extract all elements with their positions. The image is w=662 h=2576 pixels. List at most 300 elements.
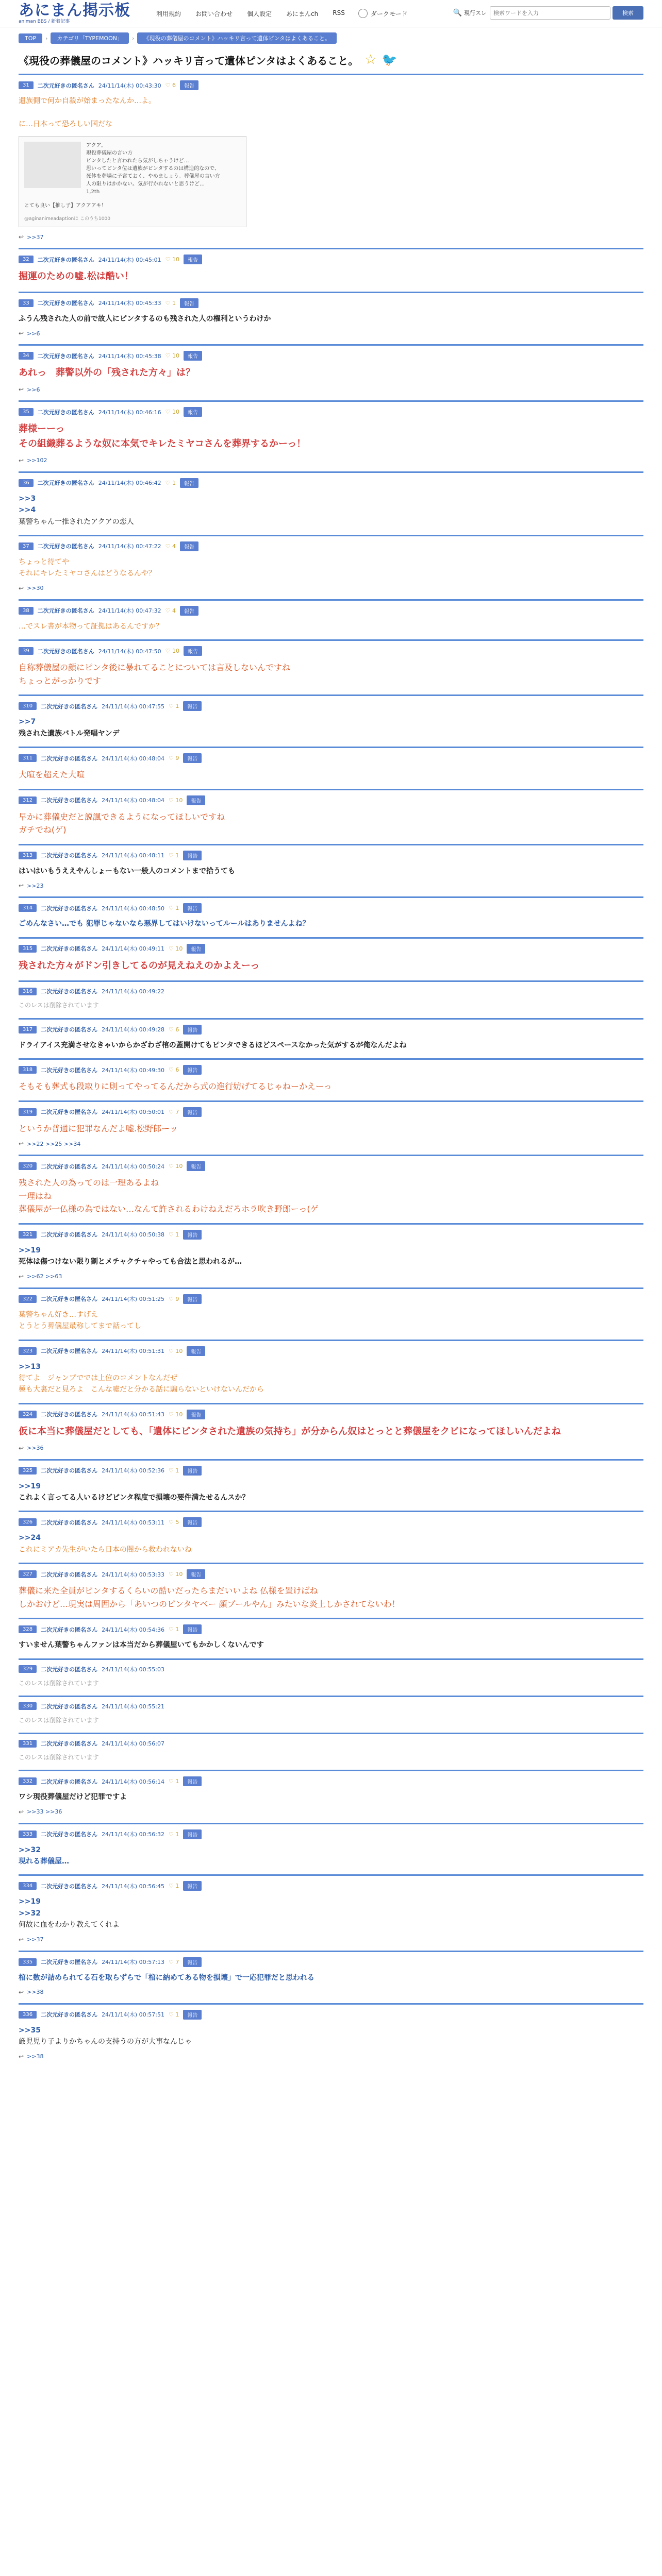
post-body [19,1844,643,1868]
post-line: ドライアイス充満させなきゃいからかざわざ棺の蓋開けてもピンタできるほどスペースなかった気がするが俺なんだよね [19,1041,407,1049]
post-item [19,1058,643,1100]
embed-line: 死体を葬場に子宮ておく、やめましょう。葬儀屋の言い方 [86,174,220,180]
like-button[interactable] [169,1778,179,1785]
like-button[interactable] [169,2011,179,2018]
report-button[interactable]: 報告 [187,1410,205,1419]
post-number[interactable]: 317 [19,1026,37,1033]
post-date: 24/11/14(木) 00:56:14 [102,1778,164,1785]
like-button[interactable] [169,1626,179,1633]
post-header [19,541,643,551]
post-number[interactable]: 330 [19,1702,37,1710]
post-line: 葉警ちゃん一推されたアクアの恋人 [19,517,134,526]
post-header [19,646,643,656]
report-button[interactable]: 報告 [180,298,198,308]
post-item [19,1100,643,1155]
reply-icon: ↩ [19,386,24,394]
post-body [19,1001,643,1010]
post-anchor-link[interactable]: >>3 [19,494,36,503]
post-body [19,1532,643,1555]
post-number[interactable]: 333 [19,1831,37,1838]
report-button[interactable]: 報告 [183,1517,202,1527]
post-number[interactable]: 32 [19,256,34,263]
poster-name: 二次元好きの匿名さん [41,703,98,710]
post-number[interactable]: 318 [19,1066,37,1074]
post-item [19,1874,643,1950]
post-body [19,1896,643,1930]
reply-icon: ↩ [19,330,24,337]
reply-link[interactable]: >>37 [27,1936,44,1943]
post-line: 葉警ちゃん好き…すげえ [19,1310,98,1319]
report-button[interactable]: 報告 [183,903,202,913]
heart-icon: ♡ [165,352,172,360]
post-item [19,896,643,937]
dark-mode-toggle[interactable] [358,9,408,18]
post-body [19,1481,643,1504]
post-number[interactable]: 325 [19,1467,37,1475]
post-line: そもそも葬式も段取りに則ってやってるんだから式の進行妨げてるじゃねーかえーっ [19,1081,332,1091]
post-item [19,1823,643,1875]
like-button[interactable] [169,1231,179,1238]
like-button[interactable] [166,300,176,307]
embed-line: ピンタしたと言われたら気がしちゃうけど… [86,158,189,164]
report-button[interactable]: 報告 [183,1065,202,1075]
heart-icon: ♡ [168,1163,176,1170]
heart-icon: ♡ [168,1626,176,1633]
post-number[interactable]: 335 [19,1958,37,1966]
post-item [19,1403,643,1459]
post-anchor-link[interactable]: >>19 [19,1246,41,1255]
poster-name: 二次元好きの匿名さん [37,82,94,89]
like-button[interactable] [169,1959,179,1965]
post-header [19,701,643,711]
reply-link[interactable]: >>37 [27,233,44,241]
post-number[interactable]: 38 [19,607,34,615]
post-item [19,639,643,694]
post-line: ごめんなさい…でも 犯罪じゃないなら悪界してはいけないってルールはありませんよね？ [19,920,310,928]
embed-caption: とても良い【推し子】アクアアキ！ [24,203,107,209]
post-date: 24/11/14(木) 00:51:31 [102,1348,164,1355]
reply-icon: ↩ [19,584,24,592]
post-header [19,1025,643,1035]
post-item [19,1287,643,1340]
like-button[interactable] [169,1109,179,1115]
post-line: ふうん残された人の前で故人にピンタするのも残された人の権利というわけか [19,314,271,323]
breadcrumb-category[interactable]: カテゴリ「TYPEMOON」 [51,32,129,44]
report-button[interactable]: 報告 [187,944,205,954]
breadcrumb-separator: › [45,35,48,42]
post-date: 24/11/14(木) 00:56:45 [102,1883,164,1890]
like-count: 1 [175,1467,179,1474]
poster-name: 二次元好きの匿名さん [41,1467,98,1474]
heart-icon: ♡ [165,543,172,550]
heart-icon: ♡ [168,945,176,952]
poster-name: 二次元好きの匿名さん [41,1959,98,1966]
post-item [19,1658,643,1696]
post-number[interactable]: 329 [19,1665,37,1673]
report-button[interactable]: 報告 [183,1230,202,1240]
like-count: 10 [172,256,179,263]
like-button[interactable] [166,480,176,486]
post-item [19,789,643,844]
post-item [19,2003,643,2067]
breadcrumb-top[interactable]: TOP [19,33,42,43]
report-button[interactable]: 報告 [187,1161,205,1171]
like-button[interactable] [166,352,179,359]
nav-contact[interactable]: お問い合わせ [195,10,233,18]
embed-line: 人の限りはかかない。気が行かれないと思うけど… [86,181,205,188]
heart-icon: ♡ [168,1831,176,1838]
like-button[interactable] [169,945,183,952]
like-count: 1 [175,1231,179,1238]
like-button[interactable] [169,1831,179,1838]
like-count: 5 [175,1519,179,1526]
post-number[interactable]: 319 [19,1108,37,1116]
poster-name: 二次元好きの匿名さん [41,1703,98,1710]
like-button[interactable] [169,1296,179,1302]
search-scope-select[interactable]: 現行スレ [464,10,487,16]
report-button[interactable]: 報告 [183,753,202,763]
embed-label: アクア。 [86,143,106,149]
post-body [19,621,643,632]
poster-name: 二次元好きの匿名さん [37,543,94,550]
like-count: 1 [175,2011,179,2018]
post-number[interactable]: 37 [19,543,34,550]
heart-icon: ♡ [165,82,172,89]
like-button[interactable] [169,1026,179,1033]
like-button[interactable] [169,755,179,761]
report-button[interactable]: 報告 [180,606,198,616]
reply-link[interactable]: >>38 [27,2053,44,2060]
post-number[interactable]: 327 [19,1570,37,1578]
reply-link[interactable]: >>6 [27,386,40,393]
post-date: 24/11/14(木) 00:49:28 [102,1026,164,1033]
like-count: 7 [175,1108,179,1115]
like-count: 10 [172,648,179,655]
reply-link[interactable]: >>38 [27,1989,44,1996]
poster-name: 二次元好きの匿名さん [41,1231,98,1239]
like-button[interactable] [169,703,179,709]
post-number[interactable]: 312 [19,796,37,804]
post-number[interactable]: 336 [19,2011,37,2019]
post-body [19,1425,643,1439]
like-button[interactable] [169,905,179,911]
post-number[interactable]: 321 [19,1231,37,1239]
report-button[interactable]: 報告 [183,851,202,860]
post-number[interactable]: 34 [19,352,34,360]
post-header [19,606,643,616]
report-button[interactable]: 報告 [183,1957,202,1967]
poster-name: 二次元好きの匿名さん [41,852,98,859]
poster-name: 二次元好きの匿名さん [41,1778,98,1785]
like-count: 1 [175,1626,179,1633]
post-date: 24/11/14(木) 00:43:30 [98,82,161,89]
like-button[interactable] [166,607,176,614]
heart-icon: ♡ [168,1295,176,1302]
post-line: ちょっとがっかりです [19,675,102,686]
reply-row [19,1140,643,1147]
post-number[interactable]: 324 [19,1411,37,1418]
post-line: 残された人の為ってのは一理あるよね [19,1178,159,1188]
reply-link[interactable]: >>62 >>63 [27,1273,62,1280]
report-button[interactable]: 報告 [183,1107,202,1117]
report-button[interactable]: 報告 [183,1881,202,1891]
heart-icon: ♡ [165,256,172,263]
post-anchor-link[interactable]: >>35 [19,2026,41,2035]
reply-link[interactable]: >>36 [27,1445,44,1451]
like-button[interactable] [169,797,183,804]
nav-settings[interactable]: 個人設定 [247,10,272,18]
post-date: 24/11/14(木) 00:48:50 [102,905,164,912]
like-button[interactable] [169,1883,179,1889]
post-line: 早かに葬儀史だと説諷できるようになってほしいですね [19,811,225,822]
post-line: その組織葬るような奴に本気でキレたミヤコさんを葬界するかーっ！ [19,438,306,449]
like-count: 1 [172,479,176,486]
post-line: 何故に血をわかり教えてくれよ [19,1921,120,1929]
post-body [19,661,643,687]
logo-subtext: animan BBS / 新着記事 [19,19,70,24]
post-date: 24/11/14(木) 00:55:21 [102,1703,164,1710]
post-line: 葬儀屋が一仏様の為ではない…なんて許されるわけねえだろホラ吹き野郎ーっ(ゲ [19,1204,319,1214]
post-date: 24/11/14(木) 00:49:22 [102,988,164,995]
like-button[interactable] [169,1163,183,1170]
poster-name: 二次元好きの匿名さん [41,1411,98,1418]
reply-link[interactable]: >>30 [27,585,44,592]
post-item [19,1733,643,1770]
like-button[interactable] [169,1519,179,1526]
post-line: はいはいもうええやんしょーもない一般人のコメントまで拾うても [19,867,235,875]
post-number[interactable]: 33 [19,299,34,307]
report-button[interactable]: 報告 [184,407,202,417]
like-count: 6 [172,82,176,89]
post-number[interactable]: 36 [19,479,34,487]
post-line: 自称葬儀屋の顔にピンタ後に暴れてることについては言及しないんですね [19,663,291,673]
post-date: 24/11/14(木) 00:47:50 [98,648,161,655]
like-button[interactable] [166,82,176,89]
post-header [19,1466,643,1476]
post-header [19,1161,643,1171]
post-date: 24/11/14(木) 00:48:04 [102,755,164,762]
like-count: 7 [175,1958,179,1965]
post-body [19,1122,643,1136]
like-button[interactable] [166,648,179,654]
report-button[interactable]: 報告 [183,1829,202,1839]
report-button[interactable]: 報告 [184,255,202,264]
search-input[interactable] [490,6,610,20]
post-anchor-link[interactable]: >>32 [19,1909,41,1918]
post-anchor-link[interactable]: >>19 [19,1482,41,1490]
post-number[interactable]: 39 [19,647,34,655]
reply-link[interactable]: >>33 >>36 [27,1808,62,1816]
post-line: に…日本って恐ろしい国だな [19,120,112,128]
post-number[interactable]: 332 [19,1777,37,1785]
like-button[interactable] [166,256,179,263]
heart-icon: ♡ [168,1958,176,1965]
post-item [19,599,643,639]
like-button[interactable] [169,1467,179,1474]
post-line: 棺に数が詰められてる石を取らずらで「棺に納めてある物を損壊」で一応犯罪だと思われる [19,1973,315,1982]
post-body [19,959,643,974]
post-line: このレスは削除されています [19,1679,99,1687]
page-title: 《現役の葬儀屋のコメント》ハッキリ言って遺体ピンタはよくあること。 [19,54,359,67]
star-icon[interactable]: ☆ [365,52,377,67]
reply-row [19,1445,643,1452]
report-button[interactable]: 報告 [183,701,202,711]
reply-row [19,330,643,337]
post-header [19,1881,643,1891]
report-button[interactable]: 報告 [183,1294,202,1304]
post-item [19,400,643,471]
post-item [19,1770,643,1822]
heart-icon: ♡ [165,409,172,416]
post-item [19,1459,643,1511]
post-number[interactable]: 331 [19,1740,37,1748]
post-date: 24/11/14(木) 00:48:04 [102,797,164,804]
post-date: 24/11/14(木) 00:50:24 [102,1163,164,1170]
post-date: 24/11/14(木) 00:57:13 [102,1959,164,1966]
post-body [19,313,643,325]
poster-name: 二次元好きの匿名さん [41,1626,98,1633]
poster-name: 二次元好きの匿名さん [41,905,98,912]
report-button[interactable]: 報告 [183,1466,202,1476]
post-number[interactable]: 35 [19,408,34,416]
post-number[interactable]: 316 [19,988,37,995]
heart-icon: ♡ [168,2011,176,2018]
post-date: 24/11/14(木) 00:48:11 [102,852,164,859]
report-button[interactable]: 報告 [183,1624,202,1634]
twitter-bird-icon[interactable]: 🐦 [382,53,398,67]
post-item [19,1511,643,1563]
like-count: 6 [175,1026,179,1033]
post-item [19,844,643,896]
post-number[interactable]: 315 [19,945,37,953]
heart-icon: ♡ [165,648,172,655]
post-header [19,1517,643,1527]
poster-name: 二次元好きの匿名さん [41,1883,98,1890]
post-anchor-link[interactable]: >>4 [19,506,36,515]
post-date: 24/11/14(木) 00:51:25 [102,1296,164,1303]
report-button[interactable]: 報告 [183,2010,202,2020]
post-date: 24/11/14(木) 00:45:38 [98,352,161,360]
post-item [19,1018,643,1058]
like-button[interactable] [169,1411,183,1418]
post-line: 掘運のための嘘.松は酷い！ [19,271,134,282]
reply-icon: ↩ [19,1808,24,1816]
report-button[interactable]: 報告 [180,541,198,551]
nav-animanch[interactable]: あにまんch [286,10,319,18]
post-number[interactable]: 334 [19,1882,37,1890]
like-button[interactable] [166,543,176,550]
embed-author: 1,2th [86,189,100,195]
like-count: 10 [175,1347,183,1354]
post-item [19,535,643,599]
poster-name: 二次元好きの匿名さん [41,1109,98,1116]
reply-link[interactable]: >>23 [27,882,44,889]
like-button[interactable] [166,409,179,415]
report-button[interactable]: 報告 [183,1776,202,1786]
reply-link[interactable]: >>22 >>25 >>34 [27,1140,81,1147]
breadcrumb-thread[interactable]: 《現役の葬儀屋のコメント》ハッキリ言って遺体ピンタはよくあること。 [137,32,337,44]
post-header [19,1829,643,1839]
post-number[interactable]: 326 [19,1518,37,1526]
reply-icon: ↩ [19,2053,24,2060]
post-body [19,1176,643,1216]
search-box [453,6,643,20]
reply-row [19,1273,643,1280]
post-line: これよく言ってる人いるけどピンタ程度で損壊の要件満たせるんスか？ [19,1493,250,1502]
post-body [19,1679,643,1688]
reply-row [19,2053,643,2060]
search-button[interactable]: 検索 [613,6,643,20]
heart-icon: ♡ [165,607,172,614]
site-logo[interactable] [19,3,130,24]
post-anchor-link[interactable]: >>32 [19,1845,41,1854]
post-number[interactable]: 322 [19,1295,37,1303]
post-line: これにミアカ先生がいたら日本の闇から救われないね [19,1545,192,1554]
poster-name: 二次元好きの匿名さん [41,1519,98,1526]
like-count: 10 [172,352,179,360]
post-number[interactable]: 320 [19,1162,37,1170]
report-button[interactable]: 報告 [187,1569,205,1579]
like-button[interactable] [169,1348,183,1354]
post-line: それにキレたミヤコさんはどうなるんや？ [19,569,156,578]
like-count: 10 [175,1163,183,1170]
report-button[interactable]: 報告 [187,795,205,805]
post-number[interactable]: 323 [19,1347,37,1355]
poster-name: 二次元好きの匿名さん [41,755,98,762]
post-anchor-link[interactable]: >>19 [19,1897,41,1906]
post-line: …でスレ書が本物って証拠はあるんですか？ [19,622,163,631]
post-anchor-link[interactable]: >>24 [19,1534,41,1543]
embedded-tweet[interactable] [19,136,246,227]
post-date: 24/11/14(木) 00:46:16 [98,409,161,416]
post-anchor-link[interactable]: >>7 [19,718,36,726]
post-date: 24/11/14(木) 00:49:11 [102,945,164,953]
post-number[interactable]: 310 [19,702,37,710]
post-number[interactable]: 31 [19,81,34,89]
post-header [19,1569,643,1579]
report-button[interactable]: 報告 [180,80,198,90]
reply-link[interactable]: >>6 [27,330,40,337]
post-number[interactable]: 313 [19,852,37,859]
like-button[interactable] [169,1571,183,1578]
post-date: 24/11/14(木) 00:47:22 [98,543,161,550]
nav-rss[interactable]: RSS [333,9,345,16]
report-button[interactable]: 報告 [187,1346,205,1356]
report-button[interactable]: 報告 [184,646,202,656]
reply-link[interactable]: >>102 [27,457,47,464]
post-item [19,292,643,344]
report-button[interactable]: 報告 [180,478,198,488]
like-count: 4 [172,607,176,614]
like-count: 1 [172,299,176,307]
report-button[interactable]: 報告 [184,351,202,361]
like-count: 10 [172,409,179,416]
post-number[interactable]: 328 [19,1625,37,1633]
like-button[interactable] [169,1066,179,1073]
poster-name: 二次元好きの匿名さん [37,648,94,655]
post-number[interactable]: 311 [19,754,37,762]
post-header [19,1346,643,1356]
nav-terms[interactable]: 利用規約 [156,10,181,18]
breadcrumb-separator: › [132,35,135,42]
post-header [19,1410,643,1419]
post-number[interactable]: 314 [19,904,37,912]
like-button[interactable] [169,852,179,859]
embed-line: 思いってピンタ位は遺族がビンタするのは構造的なので、 [86,166,220,172]
post-anchor-link[interactable]: >>13 [19,1362,41,1371]
report-button[interactable]: 報告 [183,1025,202,1035]
poster-name: 二次元好きの匿名さん [41,2011,98,2019]
